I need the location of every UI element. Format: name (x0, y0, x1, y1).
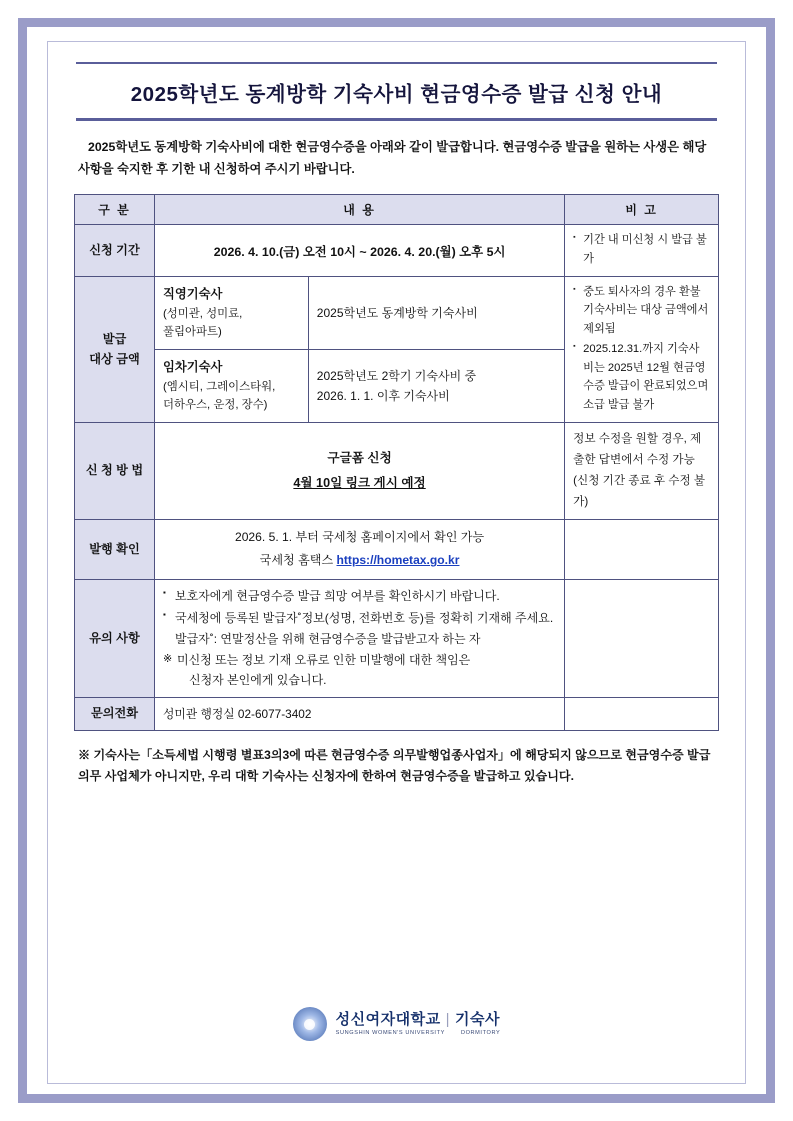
table-row-amount-direct (75, 277, 719, 350)
method-line-1: 구글폼 신청 (327, 450, 392, 465)
method-remark (565, 423, 719, 519)
amount-remark-2: ▪ 2025.12.31.까지 기숙사비는 2025년 12월 현금영수증 발급이 완료되었으며 소급 발급 불가 (573, 340, 710, 414)
lease-dorm-name (154, 350, 308, 423)
amount-remark (565, 277, 719, 423)
notice-warn-1: ※ 미신청 또는 정보 기재 오류로 인한 미발행에 대한 책임은 (163, 650, 556, 671)
notice-note-star: 발급자˚: 연말정산을 위해 현금영수증을 발급받고자 하는 자 (174, 632, 481, 647)
table-row-notice (75, 579, 719, 697)
page-title: 2025학년도 동계방학 기숙사비 현금영수증 발급 신청 안내 (130, 83, 663, 106)
row-label-period: 신청 기간 (75, 225, 155, 277)
contact-remark (565, 698, 719, 731)
amount-remark-1: ▪ 중도 퇴사자의 경우 환불 기숙사비는 대상 금액에서 제외됨 (573, 283, 710, 338)
lease-dorm-detail-2: 더하우스, 운정, 장수) (162, 399, 268, 412)
hometax-link[interactable]: https://hometax.go.kr (336, 553, 460, 568)
table-header-row (75, 195, 719, 225)
info-table (74, 194, 719, 731)
notice-item-1: ▪ 보호자에게 현금영수증 발급 희망 여부를 확인하시기 바랍니다. (163, 586, 556, 607)
period-remark (565, 225, 719, 277)
sungshin-emblem-icon (293, 1007, 327, 1041)
period-value: 2026. 4. 10.(금) 오전 10시 ~ 2026. 4. 20.(월) 오후 5시 (154, 225, 564, 277)
lease-dorm-desc-2: 2026. 1. 1. 이후 기숙사비 (316, 389, 450, 404)
header-category: 구 분 (75, 195, 155, 225)
lease-dorm-desc-1: 2025학년도 2학기 기숙사비 중 (316, 368, 477, 383)
notice-warn-2: 신청자 본인에게 있습니다. (188, 673, 327, 688)
period-remark-line: ▪ 기간 내 미신청 시 발급 불가 (573, 231, 710, 268)
method-remark-2: (신청 기간 종료 후 수정 불가) (573, 474, 706, 508)
direct-dorm-detail-1: (성미관, 성미료, (162, 307, 243, 320)
row-label-method: 신 청 방 법 (75, 423, 155, 519)
logo-english-name: SUNGSHIN WOMEN'S UNIVERSITY (335, 1030, 445, 1037)
direct-dorm-title: 직영기숙사 (162, 286, 223, 301)
title-block (74, 62, 719, 121)
confirm-line-2-prefix: 국세청 홈택스 (259, 553, 337, 568)
method-value (154, 423, 564, 519)
university-logo (48, 1007, 745, 1041)
inner-border (47, 41, 746, 1084)
logo-korean-name: 성신여자대학교 (335, 1010, 441, 1028)
table-row-method (75, 423, 719, 519)
lease-dorm-detail-1: (엠시티, 그레이스타워, (162, 380, 276, 393)
confirm-remark (565, 519, 719, 579)
logo-english-divider (445, 1030, 461, 1036)
logo-divider: | (445, 1010, 451, 1028)
table-row-period (75, 225, 719, 277)
confirm-line-2 (163, 549, 556, 573)
row-label-amount-line1: 발급 (102, 332, 127, 347)
confirm-line-1: 2026. 5. 1. 부터 국세청 홈페이지에서 확인 가능 (234, 529, 485, 544)
method-line-2: 4월 10일 링크 게시 예정 (293, 476, 426, 491)
direct-dorm-detail-2: 풀림아파트) (162, 326, 222, 339)
outer-border (18, 18, 775, 1103)
lease-dorm-title: 임차기숙사 (162, 359, 223, 374)
header-remark: 비 고 (565, 195, 719, 225)
logo-korean-sub: 기숙사 (455, 1010, 500, 1028)
notice-remark (565, 579, 719, 697)
table-row-contact (75, 698, 719, 731)
contact-value: 성미관 행정실 02-6077-3402 (154, 698, 564, 731)
row-label-amount (75, 277, 155, 423)
lease-dorm-desc (308, 350, 564, 423)
row-label-notice: 유의 사항 (75, 579, 155, 697)
direct-dorm-desc: 2025학년도 동계방학 기숙사비 (308, 277, 564, 350)
confirm-value (154, 519, 564, 579)
method-remark-1: 정보 수정을 원할 경우, 제출한 답변에서 수정 가능 (573, 432, 702, 467)
row-label-contact: 문의전화 (75, 698, 155, 731)
intro-paragraph: 2025학년도 동계방학 기숙사비에 대한 현금영수증을 아래와 같이 발급합니다. 현금영수증 발급을 원하는 사생은 해당 사항을 숙지한 후 기한 내 신청하여 주시기 바랍니다. (78, 140, 707, 176)
title-rule-bottom (76, 118, 717, 121)
header-content: 내 용 (154, 195, 564, 225)
notice-value (154, 579, 564, 697)
notice-item-2: ▪ 국세청에 등록된 발급자˚정보(성명, 전화번호 등)를 정확히 기재해 주세요. (163, 608, 556, 629)
table-row-confirm (75, 519, 719, 579)
row-label-amount-line2: 대상 금액 (89, 351, 140, 366)
footnote: ※ 기숙사는「소득세법 시행령 별표3의3에 따른 현금영수증 의무발행업종사업자」에 해당되지 않으므로 현금영수증 발급 의무 사업체가 아니지만, 우리 대학 기숙사는 신청자에 한하여 현금영수증을 발급하고 있습니다. (78, 747, 711, 784)
row-label-confirm: 발행 확인 (75, 519, 155, 579)
logo-english-sub: DORMITORY (460, 1030, 501, 1037)
direct-dorm-name (154, 277, 308, 350)
